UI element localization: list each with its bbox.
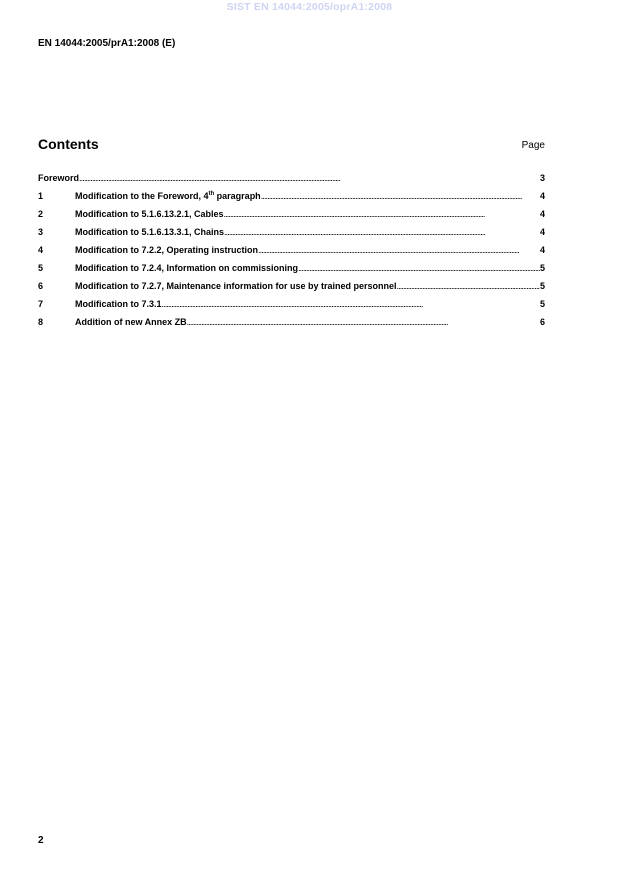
toc-dot-leader — [258, 245, 540, 255]
toc-entry-title: Modification to 7.2.2, Operating instruction — [75, 245, 259, 255]
contents-heading: Contents — [38, 136, 99, 152]
toc-entry-number: 2 — [38, 209, 44, 219]
toc-entry-title: Addition of new Annex ZB — [75, 317, 187, 327]
toc-entry-number: 8 — [38, 317, 44, 327]
document-identifier: EN 14044:2005/prA1:2008 (E) — [38, 38, 176, 49]
toc-dot-leader — [397, 281, 540, 291]
toc-entry-number: 5 — [38, 263, 44, 273]
toc-entry-title: Modification to 5.1.6.13.3.1, Chains — [75, 227, 225, 237]
toc-entry-foreword[interactable] — [38, 173, 545, 191]
toc-entry-page: 4 — [539, 245, 545, 255]
toc-dot-leader — [261, 191, 540, 201]
toc-entry-page: 4 — [539, 209, 545, 219]
toc-entry-page: 6 — [539, 317, 545, 327]
toc-entry-title: Modification to 7.2.7, Maintenance information for use by trained personnel — [75, 281, 397, 291]
toc-entry-6[interactable] — [38, 281, 545, 299]
toc-entry-number: 3 — [38, 227, 44, 237]
toc-entry-1[interactable] — [38, 191, 545, 209]
toc-entry-title: Modification to 7.2.4, Information on commissioning — [75, 263, 299, 273]
toc-entry-4[interactable] — [38, 245, 545, 263]
toc-entry-page: 5 — [539, 299, 545, 309]
toc-entry-2[interactable] — [38, 209, 545, 227]
toc-entry-title: Modification to the Foreword, 4th paragraph — [75, 191, 261, 201]
toc-dot-leader — [224, 227, 540, 237]
toc-entry-3[interactable] — [38, 227, 545, 245]
toc-entry-page: 3 — [539, 173, 545, 183]
toc-entry-title: Modification to 7.3.1 — [75, 299, 162, 309]
toc-dot-leader — [298, 263, 540, 273]
toc-dot-leader — [187, 317, 540, 327]
toc-entry-8[interactable] — [38, 317, 545, 335]
toc-entry-number: 6 — [38, 281, 44, 291]
toc-entry-page: 4 — [539, 227, 545, 237]
toc-entry-page: 5 — [539, 281, 545, 291]
toc-entry-number: 1 — [38, 191, 44, 201]
toc-entry-5[interactable] — [38, 263, 545, 281]
toc-entry-7[interactable] — [38, 299, 545, 317]
toc-entry-number: 7 — [38, 299, 44, 309]
table-of-contents — [38, 173, 545, 335]
toc-entry-page: 5 — [539, 263, 545, 273]
toc-dot-leader — [162, 299, 540, 309]
watermark-text: SIST EN 14044:2005/oprA1:2008 — [226, 1, 393, 13]
page-number: 2 — [38, 835, 44, 846]
toc-dot-leader — [224, 209, 540, 219]
page-column-label: Page — [521, 140, 545, 151]
toc-entry-title: Foreword — [38, 173, 80, 183]
toc-entry-title: Modification to 5.1.6.13.2.1, Cables — [75, 209, 224, 219]
toc-entry-page: 4 — [539, 191, 545, 201]
toc-entry-number: 4 — [38, 245, 44, 255]
toc-dot-leader — [79, 173, 540, 183]
